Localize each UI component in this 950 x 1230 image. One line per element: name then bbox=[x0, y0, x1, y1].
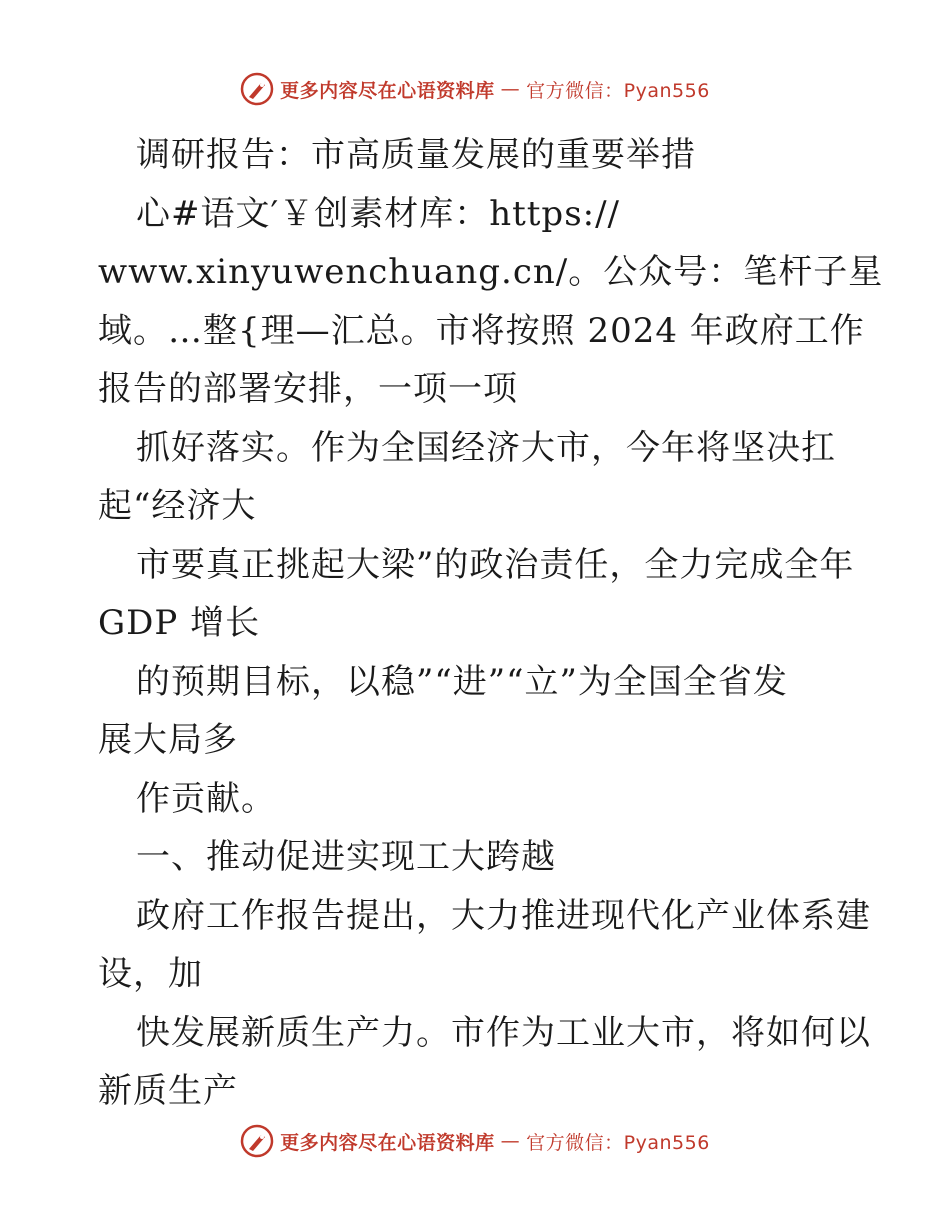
document-body bbox=[98, 126, 884, 1121]
paragraph-line: 市要真正挑起大梁”的政治责任，全力完成全年 bbox=[136, 544, 855, 585]
header-watermark bbox=[0, 72, 950, 106]
watermark-contact: 官方微信：Pyan556 bbox=[526, 1131, 710, 1154]
paragraph-line: 报告的部署安排，一项一项 bbox=[98, 369, 518, 409]
watermark-separator: — bbox=[500, 1130, 521, 1152]
document-title: 调研报告：市高质量发展的重要举措 bbox=[136, 135, 696, 175]
paragraph-line: 政府工作报告提出，大力推进现代化产业体系建 bbox=[136, 895, 871, 936]
paragraph-line: 心#语文′￥创素材库：https:// bbox=[136, 193, 621, 234]
paragraph-line: 抓好落实。作为全国经济大市，今年将坚决扛 bbox=[136, 427, 836, 468]
paragraph-line: 新质生产 bbox=[98, 1071, 238, 1111]
paragraph-line: 展大局多 bbox=[98, 720, 238, 760]
paragraph-line: 的预期目标，以稳”“进”“立”为全国全省发 bbox=[136, 661, 788, 702]
watermark-contact: 官方微信：Pyan556 bbox=[526, 79, 710, 102]
paragraph-line: 设，加 bbox=[98, 954, 203, 994]
watermark-separator: — bbox=[500, 78, 521, 100]
watermark-brand: 更多内容尽在心语资料库 bbox=[280, 79, 495, 102]
paragraph-line: 作贡献。 bbox=[136, 778, 276, 819]
paragraph-line: GDP 增长 bbox=[98, 603, 261, 643]
footer-watermark bbox=[0, 1124, 950, 1158]
pen-nib-icon bbox=[240, 72, 274, 106]
section-heading: 一、推动促进实现工大跨越 bbox=[136, 837, 556, 877]
paragraph-line: 域。…整{理—汇总。市将按照 2024 年政府工作 bbox=[98, 310, 865, 351]
paragraph-line: www.xinyuwenchuang.cn/。公众号：笔杆子星 bbox=[98, 252, 884, 292]
paragraph-line: 起“经济大 bbox=[98, 486, 257, 526]
watermark-brand: 更多内容尽在心语资料库 bbox=[280, 1131, 495, 1154]
pen-nib-icon bbox=[240, 1124, 274, 1158]
paragraph-line: 快发展新质生产力。市作为工业大市，将如何以 bbox=[136, 1012, 871, 1053]
